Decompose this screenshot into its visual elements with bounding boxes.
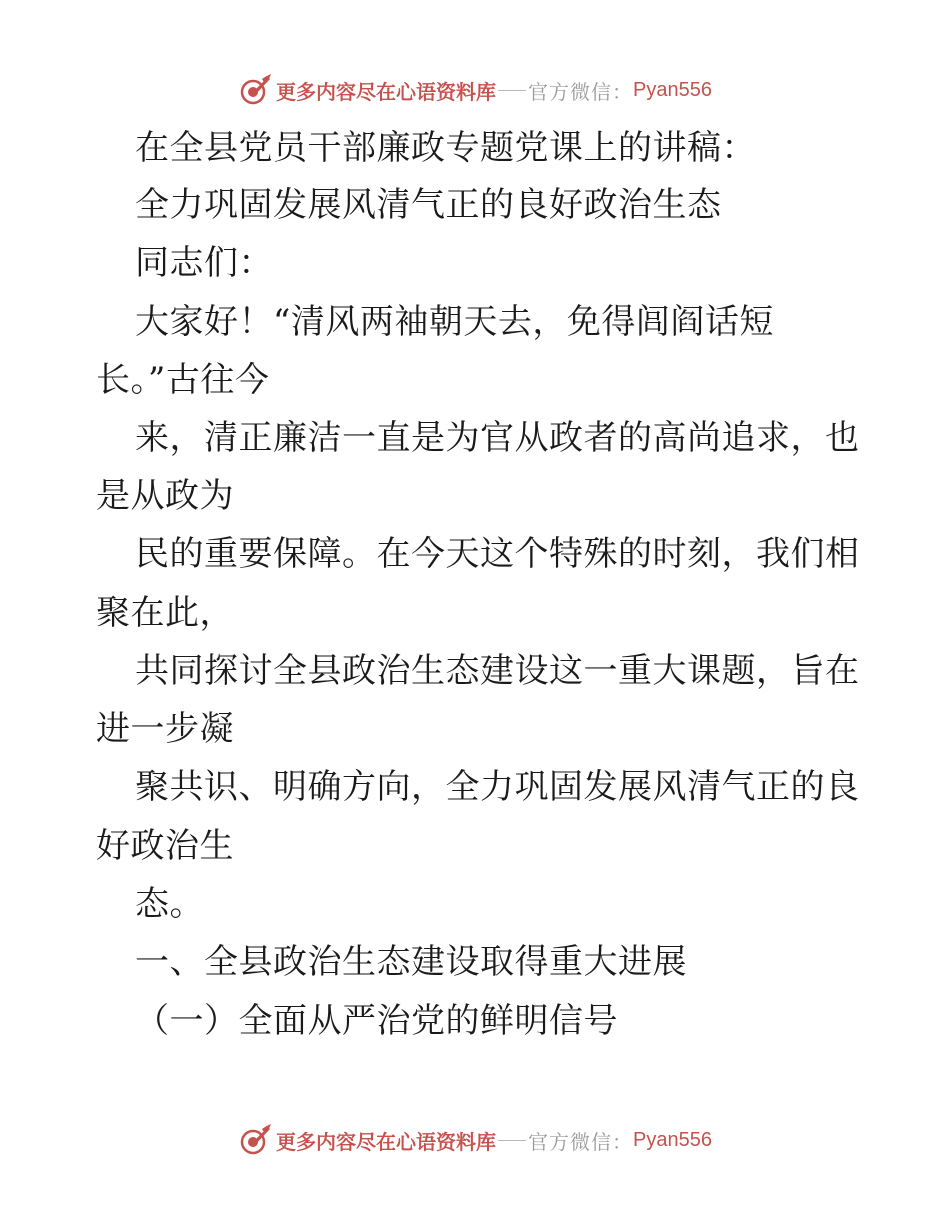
watermark-wechat-id: Pyan556 — [633, 78, 712, 101]
document-title-line-1: 在全县党员干部廉政专题党课上的讲稿： — [135, 128, 756, 168]
watermark-wechat-label: 官方微信： — [528, 79, 634, 104]
paragraph-line: 是从政为 — [96, 476, 234, 516]
header-watermark — [0, 70, 950, 110]
paragraph-line: 进一步凝 — [96, 709, 234, 749]
quill-pen-logo-icon — [238, 73, 272, 107]
watermark-wechat-id: Pyan556 — [633, 1128, 712, 1151]
salutation: 同志们： — [135, 243, 273, 283]
watermark-separator — [498, 1140, 526, 1141]
paragraph-line: 民的重要保障。在今天这个特殊的时刻，我们相 — [135, 534, 860, 574]
document-title-line-2: 全力巩固发展风清气正的良好政治生态 — [135, 185, 722, 225]
paragraph-line: 共同探讨全县政治生态建设这一重大课题，旨在 — [135, 651, 860, 691]
watermark-wechat-label: 官方微信： — [528, 1129, 634, 1154]
paragraph-line: 大家好！“清风两袖朝天去，免得闾阎话短 — [135, 302, 774, 342]
subsection-heading: （一）全面从严治党的鲜明信号 — [135, 1001, 618, 1041]
section-heading: 一、全县政治生态建设取得重大进展 — [135, 942, 687, 982]
watermark-main-text: 更多内容尽在心语资料库 — [276, 79, 497, 104]
paragraph-line: 好政治生 — [96, 826, 234, 866]
paragraph-line: 态。 — [135, 884, 204, 924]
footer-watermark — [0, 1120, 950, 1160]
paragraph-line: 长。”古往今 — [96, 360, 270, 400]
quill-pen-logo-icon — [238, 1123, 272, 1157]
paragraph-line: 聚共识、明确方向，全力巩固发展风清气正的良 — [135, 767, 860, 807]
watermark-separator — [498, 90, 526, 91]
paragraph-line: 来，清正廉洁一直是为官从政者的高尚追求，也 — [135, 418, 860, 458]
paragraph-line: 聚在此， — [96, 593, 234, 633]
watermark-main-text: 更多内容尽在心语资料库 — [276, 1129, 497, 1154]
